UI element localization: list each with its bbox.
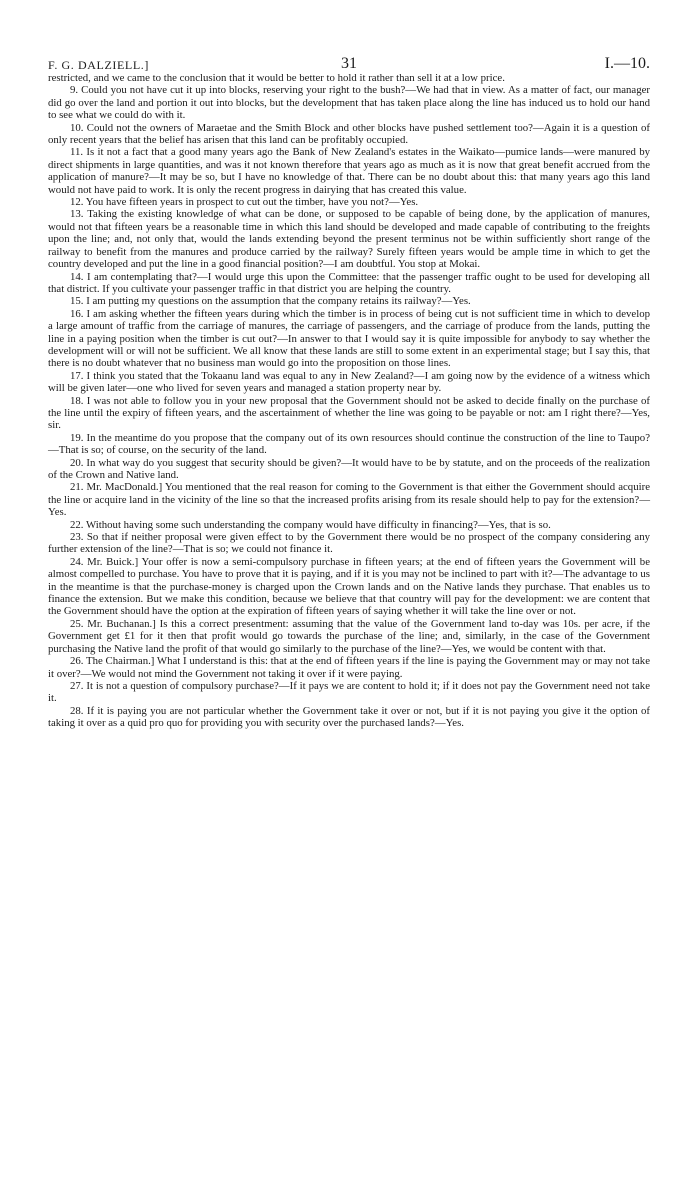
question-23: 23. So that if neither proposal were given effect to by the Government there would be no prospect of the company considering any further extension of the line?—That is so; we could not finance it. xyxy=(48,531,650,556)
question-26: 26. The Chairman.] What I understand is this: that at the end of fifteen years if the line is paying the Government may or may not take it over?—We would not mind the Government not taking it over if it were paying. xyxy=(48,655,650,680)
question-16: 16. I am asking whether the fifteen years during which the timber is in process of being cut is not sufficient time in which to develop a large amount of traffic from the carriage of manures, the carriage of passengers, and the carriage of produce from the lands, putting the line in a paying position when the timber is cut out?—In answer to that I would say it is quite impossible for anybody to say whether the development will or will not be sufficient. We all know that these lands are still to some extent in an experimental stage; but I say this, that there is no doubt whatever that no business man would go into the proposition on those lines. xyxy=(48,307,650,370)
question-22: 22. Without having some such understanding the company would have difficulty in financing?—Yes, that is so. xyxy=(70,518,551,531)
witness-name: F. G. DALZIELL.] xyxy=(48,58,149,72)
page-number: 31 xyxy=(341,55,357,72)
question-25: 25. Mr. Buchanan.] Is this a correct presentment: assuming that the value of the Government land to-day was 10s. per acre, if the Government get £1 for it then that profit would go towards the purchase of the line; and, similarly, in the case of the Government purchasing the Native land the profit of that would go similarly to the purchase of the line?—Yes, we would be content with that. xyxy=(48,617,650,655)
question-24: 24. Mr. Buick.] Your offer is now a semi-compulsory purchase in fifteen years; at the end of fifteen years the Government will be almost compelled to purchase. You have to prove that it is paying, and if it is you may not be inclined to part with it?—The advantage to us in the meantime is that the purchase-money is charged upon the Crown lands and on the Native lands they purchase. That enables us to finance the extension. But we make this condition, because we believe that that country will pay for the development: we are content that the Government should have the option at the expiration of fifteen years of saying whether it will take the line over or not. xyxy=(48,555,650,618)
question-14: 14. I am contemplating that?—I would urge this upon the Committee: that the passenger traffic ought to be used for developing all that district. If you cultivate your passenger traffic in that district you are helping the country. xyxy=(48,270,650,295)
question-17: 17. I think you stated that the Tokaanu land was equal to any in New Zealand?—I am going now by the evidence of a witness which will be given later—one who lived for seven years and managed a station property near by. xyxy=(48,369,650,395)
document-body xyxy=(48,72,650,730)
question-11: 11. Is it not a fact that a good many years ago the Bank of New Zealand's estates in the Waikato—pumice lands—were manured by direct shipments in large quantities, and was it not known therefore that years ago as much as it is now that great benefit accrued from the application of manure?—It may be so, but I have no knowledge of that. There can be no doubt about this: that many years ago this land would not have paid to work. It is only the recent progress in dairying that has created this value. xyxy=(48,146,650,196)
document-reference: I.—10. xyxy=(604,55,650,72)
question-21: 21. Mr. MacDonald.] You mentioned that the real reason for coming to the Government is that either the Government should acquire the line or acquire land in the vicinity of the line so that the increased profits arising from its resale should help to pay for the extension?—Yes. xyxy=(48,481,650,519)
question-20: 20. In what way do you suggest that security should be given?—It would have to be by statute, and on the proceeds of the realization of the Crown and Native land. xyxy=(48,456,650,481)
question-18: 18. I was not able to follow you in your new proposal that the Government should not be asked to decide finally on the purchase of the line until the expiry of fifteen years, and the ascertainment of whether the line was going to be payable or not: am I right there?—Yes, sir. xyxy=(48,394,650,432)
question-10: 10. Could not the owners of Maraetae and the Smith Block and other blocks have pushed settlement too?—Again it is a question of only recent years that the belief has arisen that this land can be profitably occupied. xyxy=(48,121,650,147)
question-9: 9. Could you not have cut it up into blocks, reserving your right to the bush?—We had that in view. As a matter of fact, our manager did go over the land and portion it out into blocks, but the development that has taken place along the line has induced us to hold our hand to see what we could do with it. xyxy=(48,84,650,122)
question-12: 12. You have fifteen years in prospect to cut out the timber, have you not?—Yes. xyxy=(70,196,419,209)
question-19: 19. In the meantime do you propose that the company out of its own resources should continue the construction of the line to Taupo?—That is so; of course, on the security of the land. xyxy=(48,431,650,457)
page-header xyxy=(48,0,650,80)
question-13: 13. Taking the existing knowledge of what can be done, or supposed to be capable of being done, by the application of manures, would not that fifteen years be a reasonable time in which this land should be developed and made capable of contributing to the freights upon the line; and, not only that, would the lands extending beyond the present terminus not be within sufficiently short range of the railway to benefit from the manures and produce carried by the railway? Surely fifteen years would be ample time in which to get the country developed and put the line in a good financial position?—I am doubtful. You stop at Mokai. xyxy=(48,208,650,271)
paragraph-continuation: restricted, and we came to the conclusion that it would be better to hold it rather than sell it at a low price. xyxy=(48,72,505,84)
question-28: 28. If it is paying you are not particular whether the Government take it over or not, but if it is not paying you give it the option of taking it over as a quid pro quo for providing you with security over the purchased lands?—Yes. xyxy=(48,704,650,730)
question-15: 15. I am putting my questions on the assumption that the company retains its railway?—Yes. xyxy=(70,295,471,308)
question-27: 27. It is not a question of compulsory purchase?—If it pays we are content to hold it; if it does not pay the Government need not take it. xyxy=(48,679,650,705)
